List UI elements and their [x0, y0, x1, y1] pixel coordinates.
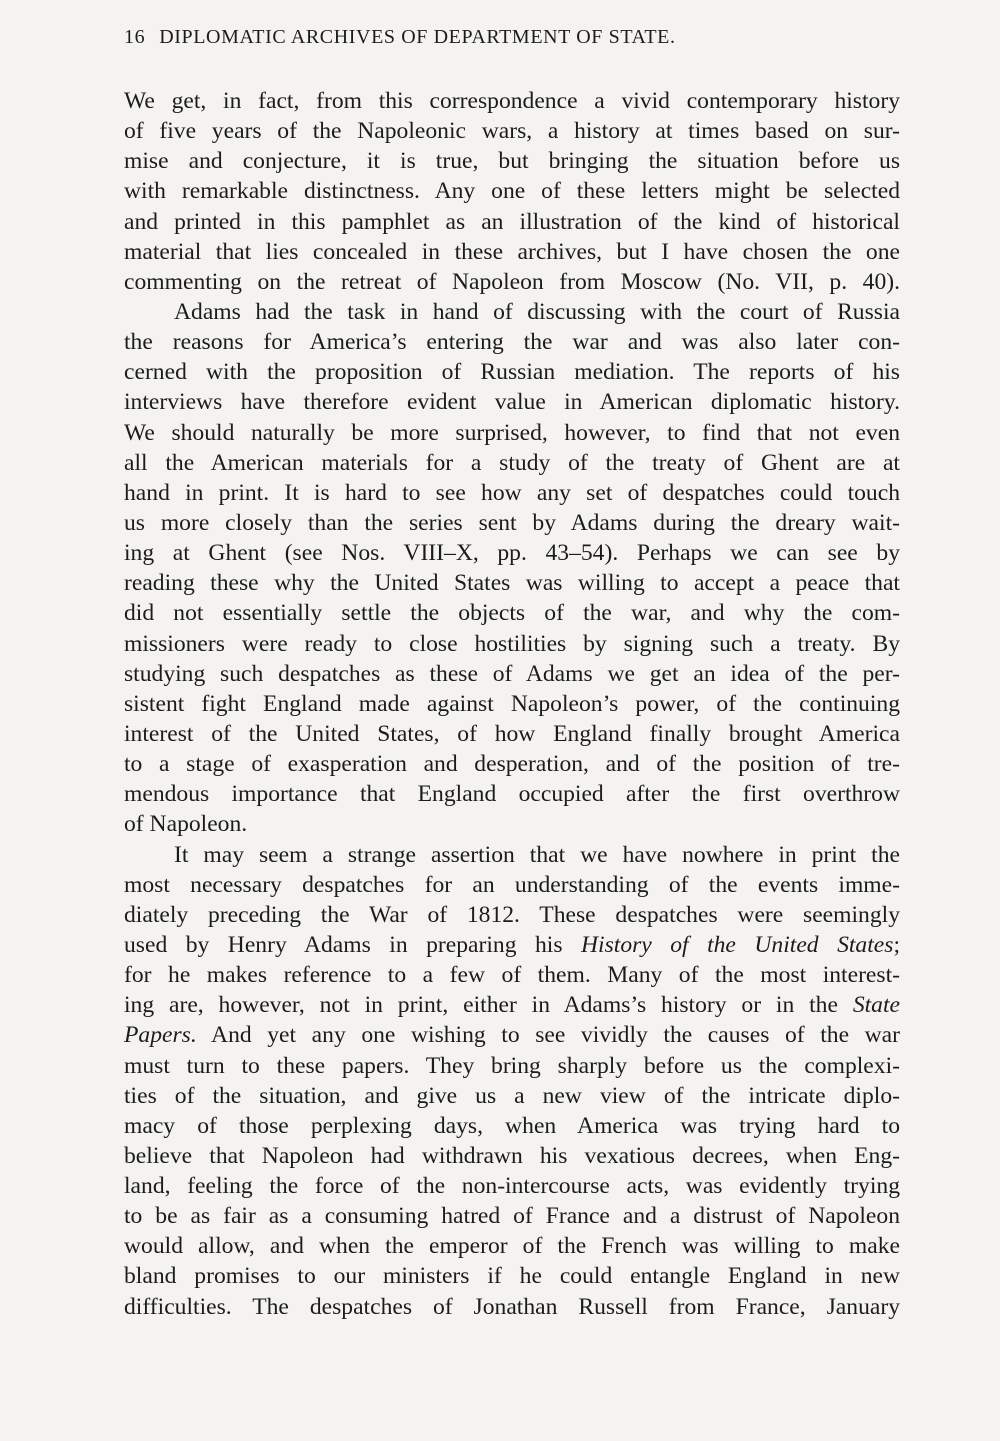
- book-title: Papers.: [124, 1022, 197, 1049]
- text-line: It may seem a strange assertion that we have nowhere in print the: [174, 841, 900, 868]
- body-text: [124, 86, 900, 1322]
- text-line: ties of the situation, and give us a new view of the intricate diplo-: [124, 1082, 900, 1109]
- text-line: interviews have therefore evident value in American diplomatic history.: [124, 389, 900, 416]
- text-line: and printed in this pamphlet as an illustration of the kind of historical: [124, 208, 900, 235]
- text-line: believe that Napoleon had withdrawn his vexatious decrees, when Eng-: [124, 1142, 900, 1169]
- text-line: sistent fight England made against Napoleon’s power, of the continuing: [124, 690, 900, 717]
- text-line: the reasons for America’s entering the war and was also later con-: [124, 329, 900, 356]
- text-line: interest of the United States, of how England finally brought America: [124, 720, 900, 747]
- paragraph-3: [124, 840, 900, 1322]
- text-line: would allow, and when the emperor of the French was willing to make: [124, 1233, 900, 1260]
- running-title: DIPLOMATIC ARCHIVES OF DEPARTMENT OF STATE.: [159, 26, 676, 48]
- page-number: 16: [124, 26, 146, 48]
- text-line: of five years of the Napoleonic wars, a history at times based on sur-: [124, 118, 900, 145]
- text-line: hand in print. It is hard to see how any set of despatches could touch: [124, 479, 900, 506]
- text-line: We should naturally be more surprised, however, to find that not even: [124, 419, 900, 446]
- text-line: studying such despatches as these of Adams we get an idea of the per-: [124, 660, 900, 687]
- running-header: [124, 26, 844, 49]
- text-line: us more closely than the series sent by Adams during the dreary wait-: [124, 509, 900, 536]
- text-line: did not essentially settle the objects of the war, and why the com-: [124, 600, 900, 627]
- text-line: reading these why the United States was willing to accept a peace that: [124, 570, 900, 597]
- text-line: commenting on the retreat of Napoleon from Moscow (No. VII, p. 40).: [124, 268, 900, 295]
- text-line: for he makes reference to a few of them. Many of the most interest-: [124, 962, 900, 989]
- text-line: diately preceding the War of 1812. These despatches were seemingly: [124, 901, 900, 928]
- text-line: cerned with the proposition of Russian mediation. The reports of his: [124, 359, 900, 386]
- text-run: And yet any one wishing to see vividly the causes of the war: [196, 1022, 900, 1049]
- text-line: missioners were ready to close hostilities by signing such a treaty. By: [124, 630, 900, 657]
- text-line: Adams had the task in hand of discussing with the court of Russia: [174, 298, 900, 325]
- text-line: [124, 1020, 900, 1050]
- text-line: to be as fair as a consuming hatred of France and a distrust of Napoleon: [124, 1203, 900, 1230]
- text-run: used by Henry Adams in preparing his: [124, 931, 581, 958]
- text-line: difficulties. The despatches of Jonathan Russell from France, January: [124, 1293, 900, 1320]
- text-line: most necessary despatches for an understanding of the events imme-: [124, 871, 900, 898]
- text-line: land, feeling the force of the non-intercourse acts, was evidently trying: [124, 1173, 900, 1200]
- book-title: State: [852, 992, 900, 1019]
- text-line: We get, in fact, from this correspondence a vivid contemporary history: [124, 88, 900, 114]
- text-line: [124, 990, 900, 1020]
- text-run: ing are, however, not in print, either in Adams’s history or in the: [124, 992, 853, 1019]
- text-line: of Napoleon.: [124, 811, 248, 838]
- text-line: mise and conjecture, it is true, but bringing the situation before us: [124, 148, 900, 175]
- text-line: material that lies concealed in these archives, but I have chosen the one: [124, 238, 900, 265]
- paragraph-1: [124, 86, 900, 297]
- text-line: [124, 930, 900, 960]
- text-line: must turn to these papers. They bring sharply before us the complexi-: [124, 1052, 900, 1079]
- text-line: ing at Ghent (see Nos. VIII–X, pp. 43–54). Perhaps we can see by: [124, 540, 900, 567]
- text-line: mendous importance that England occupied after the first overthrow: [124, 781, 900, 808]
- text-line: to a stage of exasperation and desperation, and of the position of tre-: [124, 751, 900, 778]
- book-title: History of the United States: [580, 931, 894, 958]
- text-line: with remarkable distinctness. Any one of these letters might be selected: [124, 178, 900, 205]
- text-line: macy of those perplexing days, when America was trying hard to: [124, 1112, 900, 1139]
- text-line: bland promises to our ministers if he could entangle England in new: [124, 1263, 900, 1290]
- text-line: all the American materials for a study of the treaty of Ghent are at: [124, 449, 900, 476]
- paragraph-2: [124, 297, 900, 840]
- text-run: ;: [893, 931, 900, 958]
